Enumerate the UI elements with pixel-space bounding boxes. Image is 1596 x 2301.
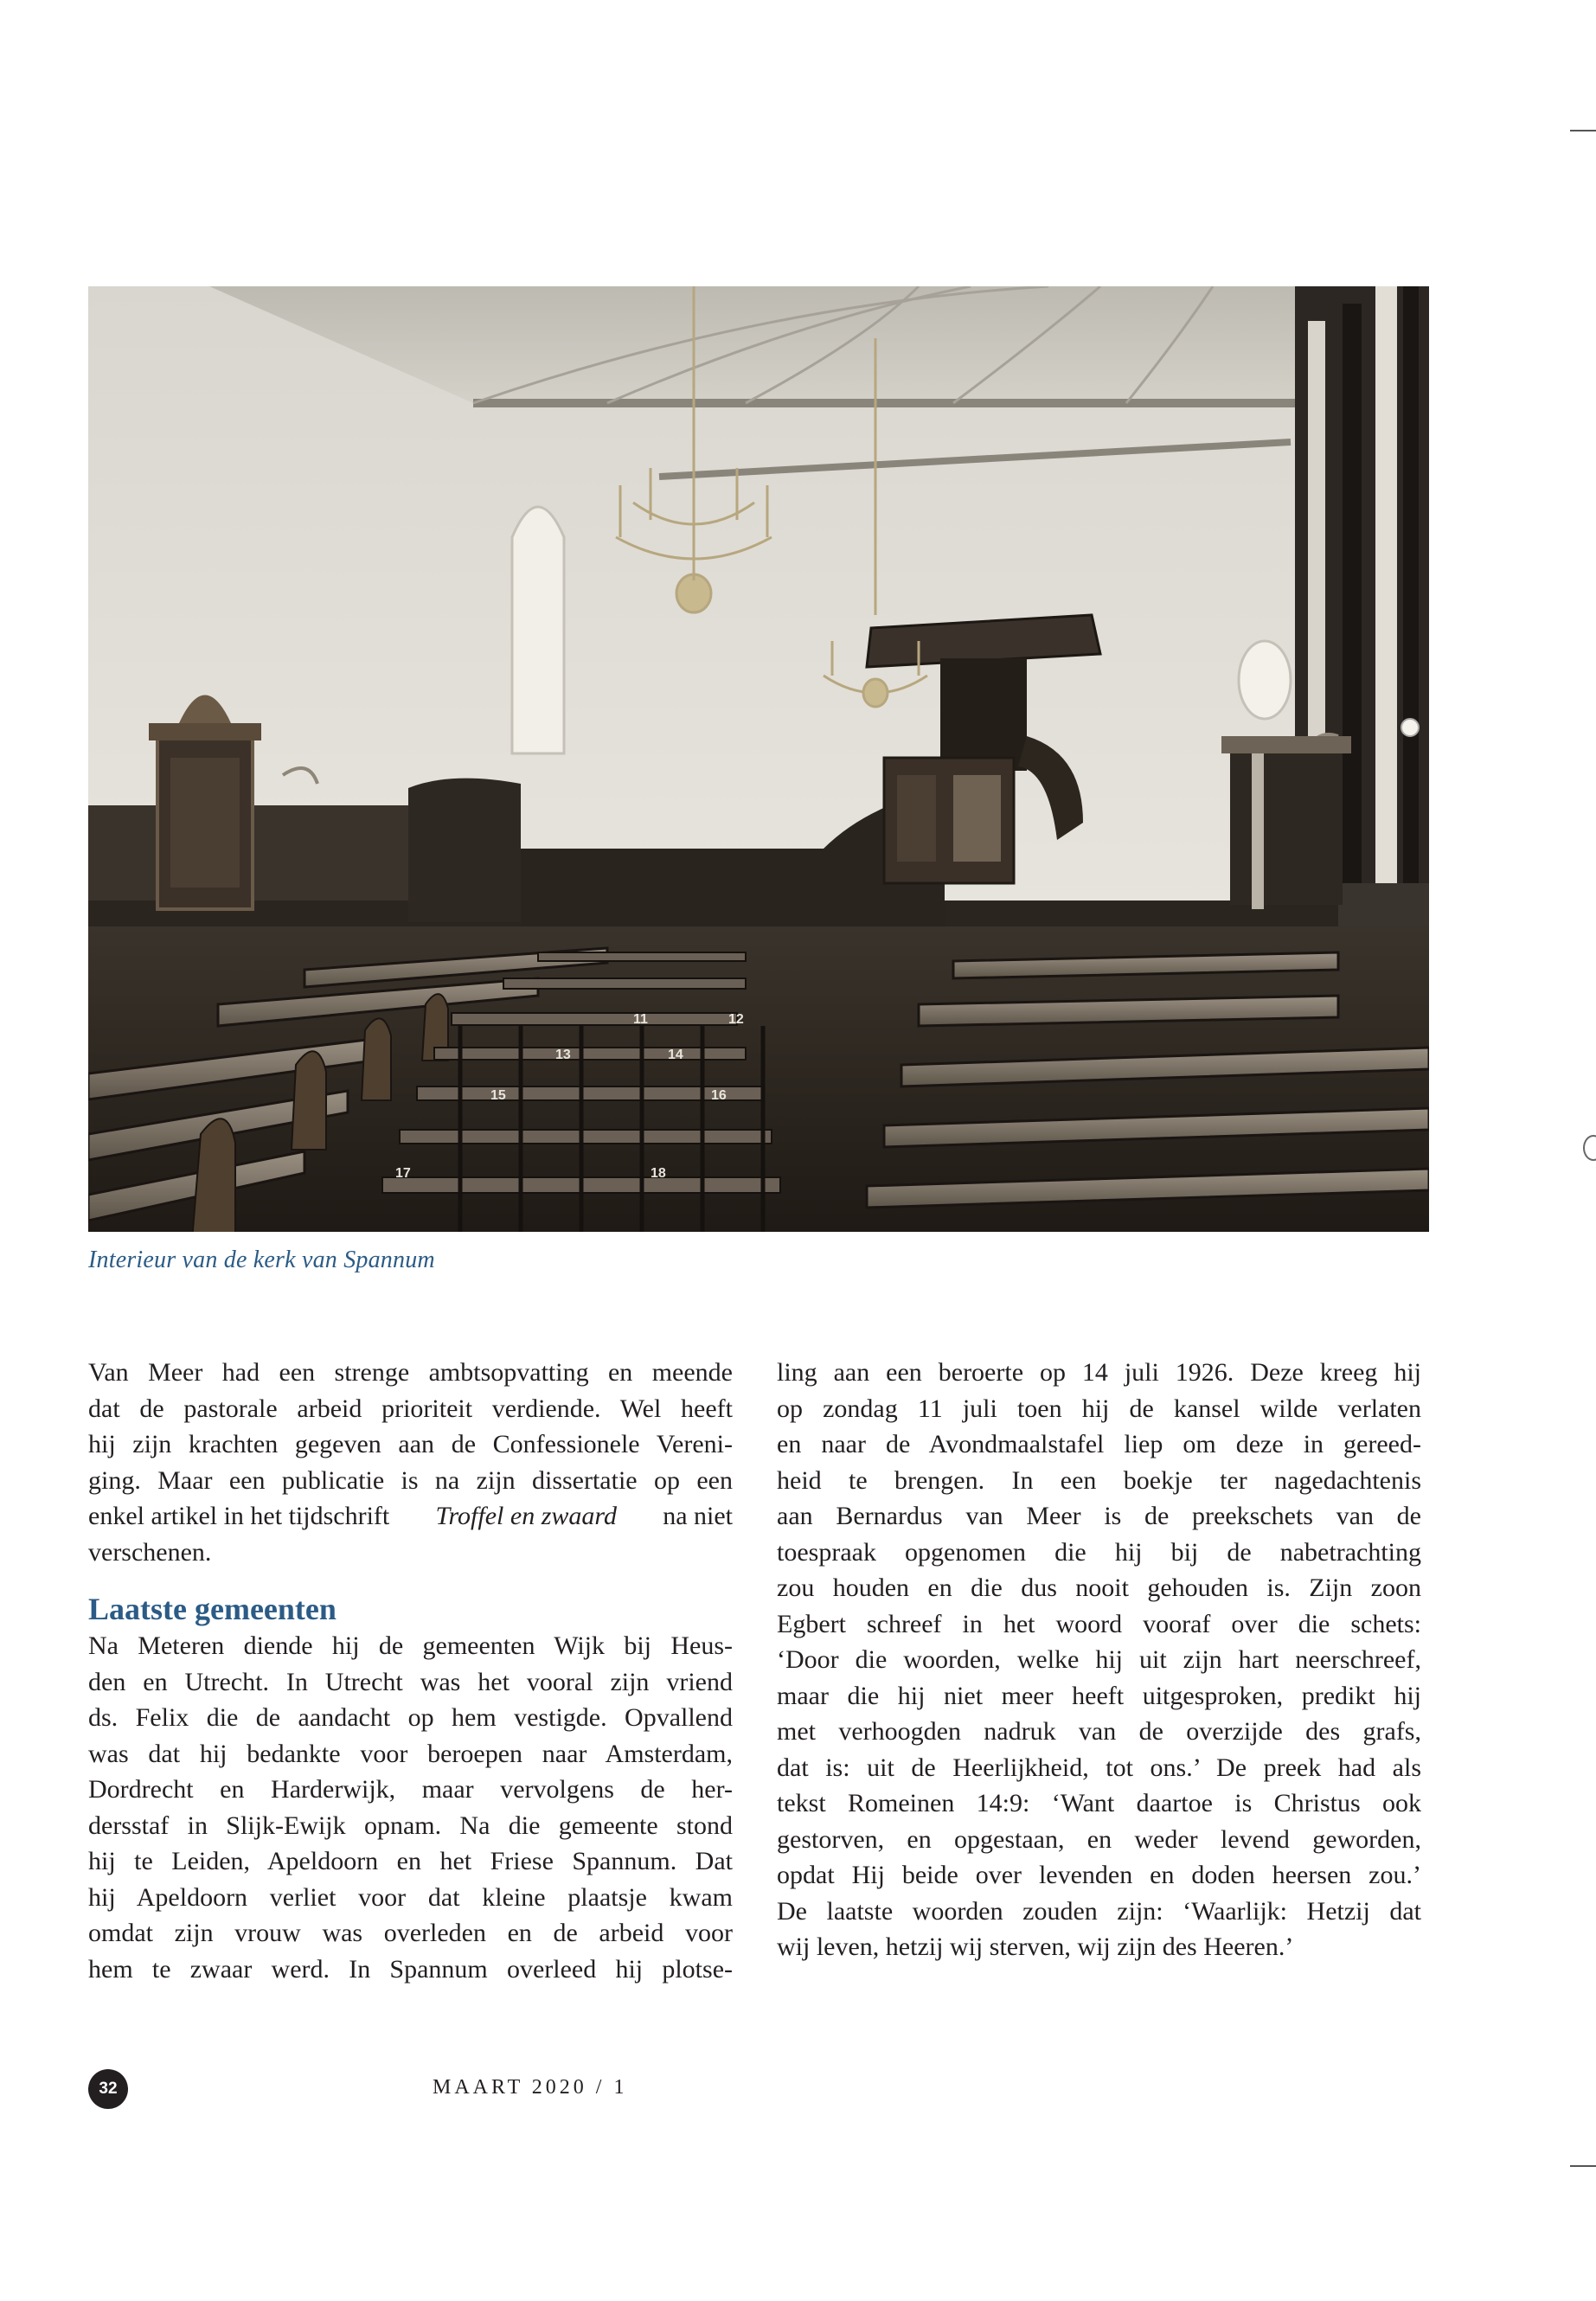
body-line: gestorven, en opgestaan, en weder levend geworden, (777, 1824, 1421, 1854)
body-line: wij leven, hetzij wij sterven, wij zijn des Heeren.’ (777, 1932, 1294, 1961)
pew-number: 12 (728, 1012, 744, 1027)
body-line: maar die hij niet meer heeft uitgesproken, predikt hij (777, 1681, 1421, 1710)
pew-number: 17 (395, 1166, 411, 1181)
gallery-left (408, 779, 521, 922)
body-line: hij te Leiden, Apeldoorn en het Friese Spannum. Dat (88, 1847, 733, 1875)
body-line: Na Meteren diende hij de gemeenten Wijk bij Heus- (88, 1631, 733, 1660)
body-line: omdat zijn vrouw was overleden en de arbeid voor (88, 1919, 733, 1947)
body-line: hem te zwaar werd. In Spannum overleed hij plotse- (88, 1954, 733, 1984)
body-line: tekst Romeinen 14:9: ‘Want daartoe is Christus ook (777, 1789, 1421, 1817)
pew-number: 18 (651, 1166, 666, 1181)
body-line: en naar de Avondmaalstafel liep om deze in gereed- (777, 1430, 1421, 1458)
body-line: ‘Door die woorden, welke hij uit zijn hart neerschreef, (777, 1645, 1421, 1674)
pew-number: 15 (490, 1088, 506, 1103)
right-column (777, 1355, 1421, 1965)
registration-mark (1583, 1135, 1596, 1161)
pew-number: 11 (633, 1012, 648, 1027)
body-line: opdat Hij beide over levenden en doden heersen zou.’ (777, 1861, 1421, 1889)
photo-caption: Interieur van de kerk van Spannum (88, 1247, 435, 1273)
body-line: met verhoogden nadruk van de overzijde des grafs, (777, 1717, 1421, 1746)
church-interior-photo (88, 286, 1429, 1232)
body-line: zou houden en die dus nooit gehouden is. Zijn zoon (777, 1574, 1421, 1602)
paragraph-gap (88, 1570, 733, 1590)
pew-number: 13 (555, 1048, 571, 1062)
body-line: toespraak opgenomen die hij bij de nabetrachting (777, 1537, 1421, 1567)
body-line: aan Bernardus van Meer is de preekschets van de (777, 1502, 1421, 1530)
body-line: De laatste woorden zouden zijn: ‘Waarlijk: Hetzij dat (777, 1896, 1421, 1926)
body-line: hij Apeldoorn verliet voor dat kleine plaatsje kwam (88, 1882, 733, 1912)
body-line: Egbert schreef in het woord vooraf over die schets: (777, 1609, 1421, 1638)
body-line: verschenen. (88, 1537, 212, 1567)
issue-label: MAART 2020 / 1 (433, 2076, 628, 2099)
gallery-right (1230, 749, 1343, 905)
body-line: Dordrecht en Harderwijk, maar vervolgens de her- (88, 1775, 733, 1804)
round-window (1239, 641, 1291, 719)
body-line: Van Meer had een strenge ambtsopvatting en meende (88, 1358, 733, 1387)
body-text: na niet (663, 1502, 733, 1530)
pew-number: 14 (668, 1048, 683, 1062)
pew-number: 16 (711, 1088, 727, 1103)
body-line: dat is: uit de Heerlijkheid, tot ons.’ De preek had als (777, 1753, 1421, 1782)
body-line: ging. Maar een publicatie is na zijn dissertatie op een (88, 1465, 733, 1495)
magazine-title: Troffel en zwaard (435, 1502, 617, 1530)
body-line: op zondag 11 juli toen hij de kansel wilde verlaten (777, 1394, 1421, 1423)
section-heading: Laatste gemeenten (88, 1592, 337, 1626)
body-line: dersstaf in Slijk-Ewijk opnam. Na die gemeente stond (88, 1811, 733, 1840)
body-line: hij zijn krachten gegeven aan de Confessionele Vereni- (88, 1430, 733, 1458)
arched-window (512, 507, 564, 753)
body-line: heid te brengen. In een boekje ter nagedachtenis (777, 1465, 1421, 1495)
body-text: enkel artikel in het tijdschrift (88, 1502, 390, 1530)
left-column (88, 1355, 733, 1987)
body-line-with-title (88, 1498, 733, 1535)
body-line: ling aan een beroerte op 14 juli 1926. Deze kreeg hij (777, 1358, 1421, 1387)
page-number-badge: 32 (88, 2069, 128, 2109)
body-line: den en Utrecht. In Utrecht was het vooral zijn vriend (88, 1667, 733, 1696)
crop-mark-top (1570, 130, 1596, 131)
crop-mark-bottom (1570, 2165, 1596, 2167)
church-interior-illustration (88, 286, 1429, 1232)
body-line: dat de pastorale arbeid prioriteit verdiende. Wel heeft (88, 1394, 733, 1423)
body-line: ds. Felix die de aandacht op hem vestigde. Opvallend (88, 1703, 733, 1732)
body-line: was dat hij bedankte voor beroepen naar Amsterdam, (88, 1739, 733, 1768)
